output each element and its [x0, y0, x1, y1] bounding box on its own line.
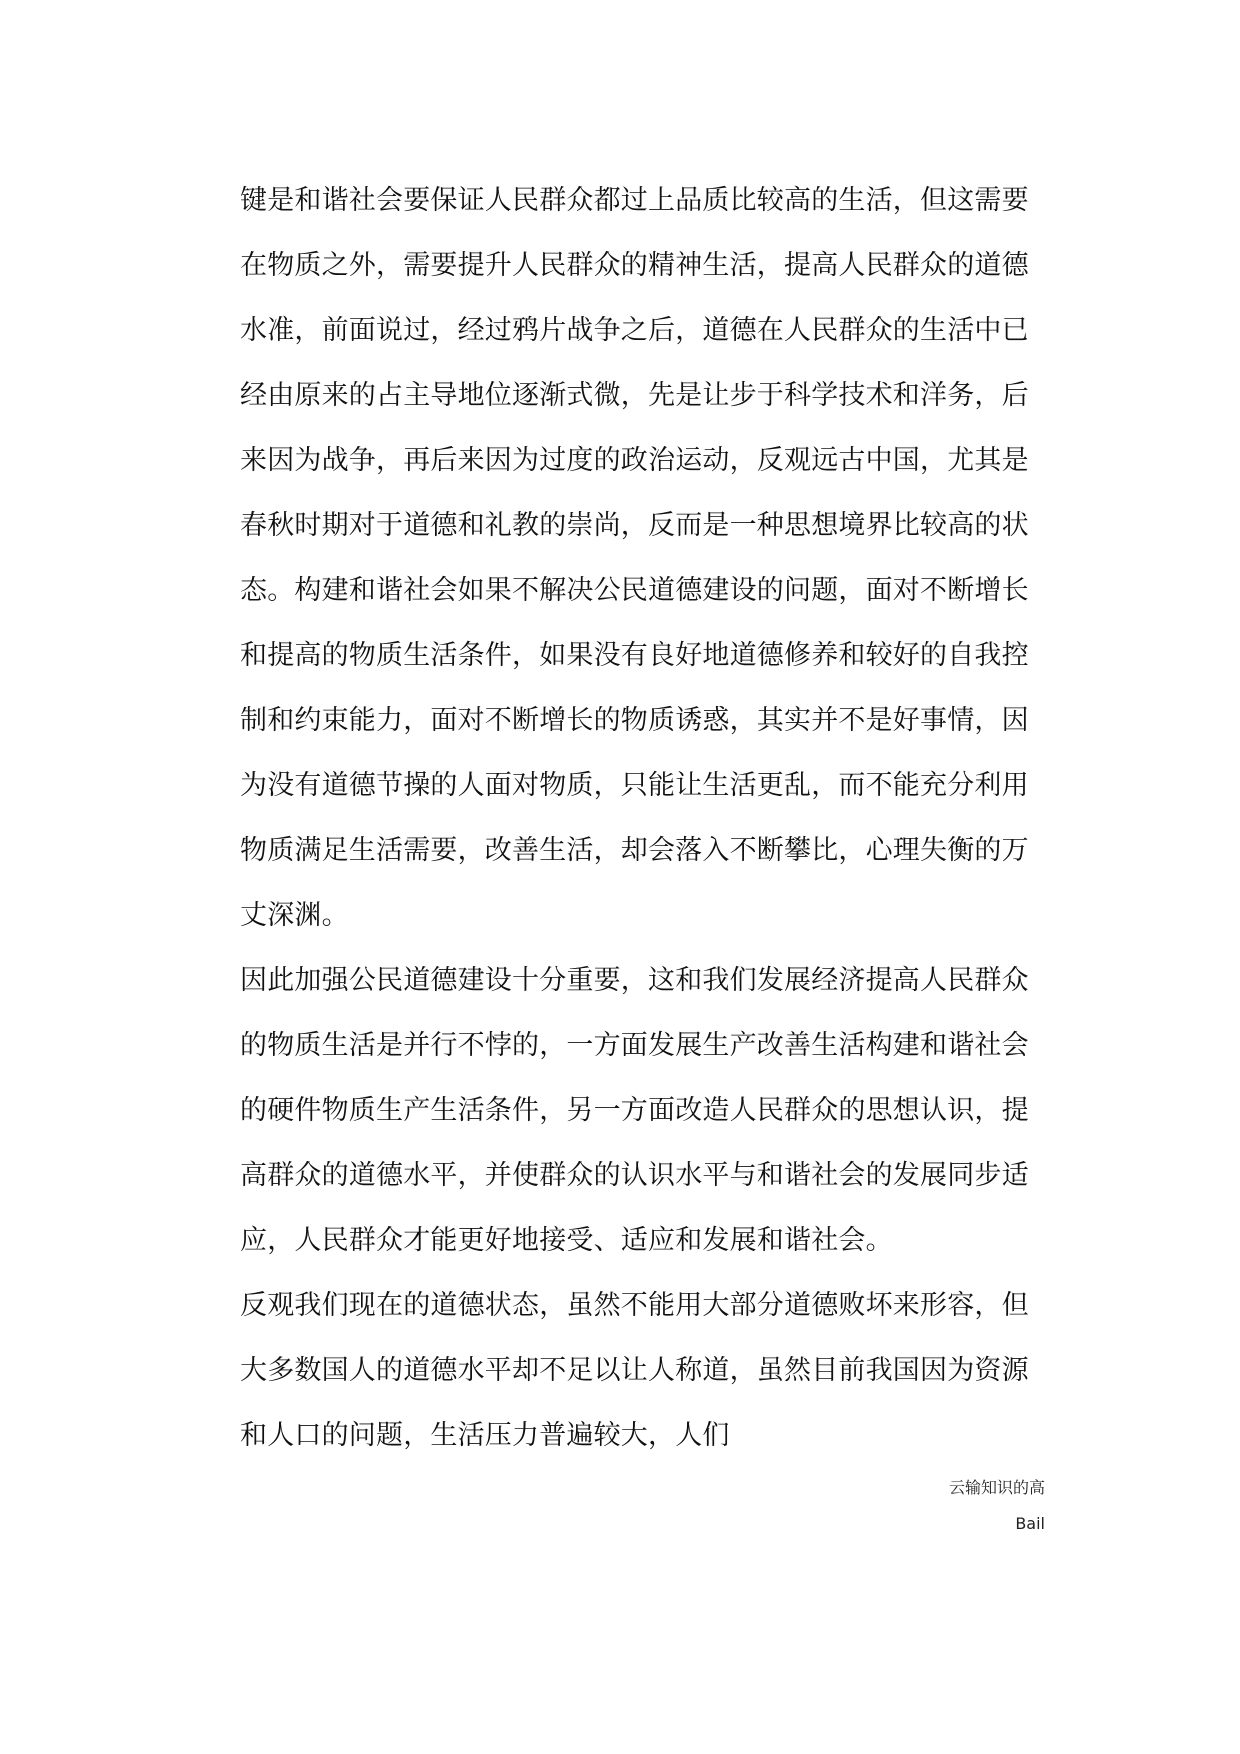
text-line: 水准，前面说过，经过鸦片战争之后，道德在人民群众的生活中已 — [240, 315, 1029, 346]
text-line: 春秋时期对于道德和礼教的崇尚，反而是一种思想境界比较高的状 — [240, 510, 1029, 541]
footer-note — [949, 1470, 1045, 1542]
text-line: 来因为战争，再后来因为过度的政治运动，反观远古中国，尤其是 — [240, 445, 1029, 476]
text-line: 的硬件物质生产生活条件，另一方面改造人民群众的思想认识，提 — [240, 1095, 1029, 1126]
footer-line-2: Bail — [1015, 1514, 1045, 1533]
text-line: 丈深渊。 — [240, 900, 349, 931]
text-line: 的物质生活是并行不悖的，一方面发展生产改善生活构建和谐社会 — [240, 1030, 1029, 1061]
text-line: 高群众的道德水平，并使群众的认识水平与和谐社会的发展同步适 — [240, 1160, 1029, 1191]
paragraph-3 — [240, 1273, 1030, 1468]
body-text — [240, 168, 1030, 1468]
text-line: 和提高的物质生活条件，如果没有良好地道德修养和较好的自我控 — [240, 640, 1029, 671]
text-line: 物质满足生活需要，改善生活，却会落入不断攀比，心理失衡的万 — [240, 835, 1029, 866]
text-line: 制和约束能力，面对不断增长的物质诱惑，其实并不是好事情，因 — [240, 705, 1029, 736]
text-line: 反观我们现在的道德状态，虽然不能用大部分道德败坏来形容，但 — [240, 1290, 1029, 1321]
text-line: 态。构建和谐社会如果不解决公民道德建设的问题，面对不断增长 — [240, 575, 1029, 606]
text-line: 和人口的问题，生活压力普遍较大，人们 — [240, 1420, 730, 1451]
text-line: 大多数国人的道德水平却不足以让人称道，虽然目前我国因为资源 — [240, 1355, 1029, 1386]
text-line: 经由原来的占主导地位逐渐式微，先是让步于科学技术和洋务，后 — [240, 380, 1029, 411]
text-line: 在物质之外，需要提升人民群众的精神生活，提高人民群众的道德 — [240, 250, 1029, 281]
paragraph-1 — [240, 168, 1030, 948]
text-line: 为没有道德节操的人面对物质，只能让生活更乱，而不能充分利用 — [240, 770, 1029, 801]
paragraph-2 — [240, 948, 1030, 1273]
text-line: 键是和谐社会要保证人民群众都过上品质比较高的生活，但这需要 — [240, 185, 1029, 216]
text-line: 应，人民群众才能更好地接受、适应和发展和谐社会。 — [240, 1225, 893, 1256]
text-line: 因此加强公民道德建设十分重要，这和我们发展经济提高人民群众 — [240, 965, 1029, 996]
footer-line-1: 云输知识的高 — [948, 1478, 1045, 1497]
